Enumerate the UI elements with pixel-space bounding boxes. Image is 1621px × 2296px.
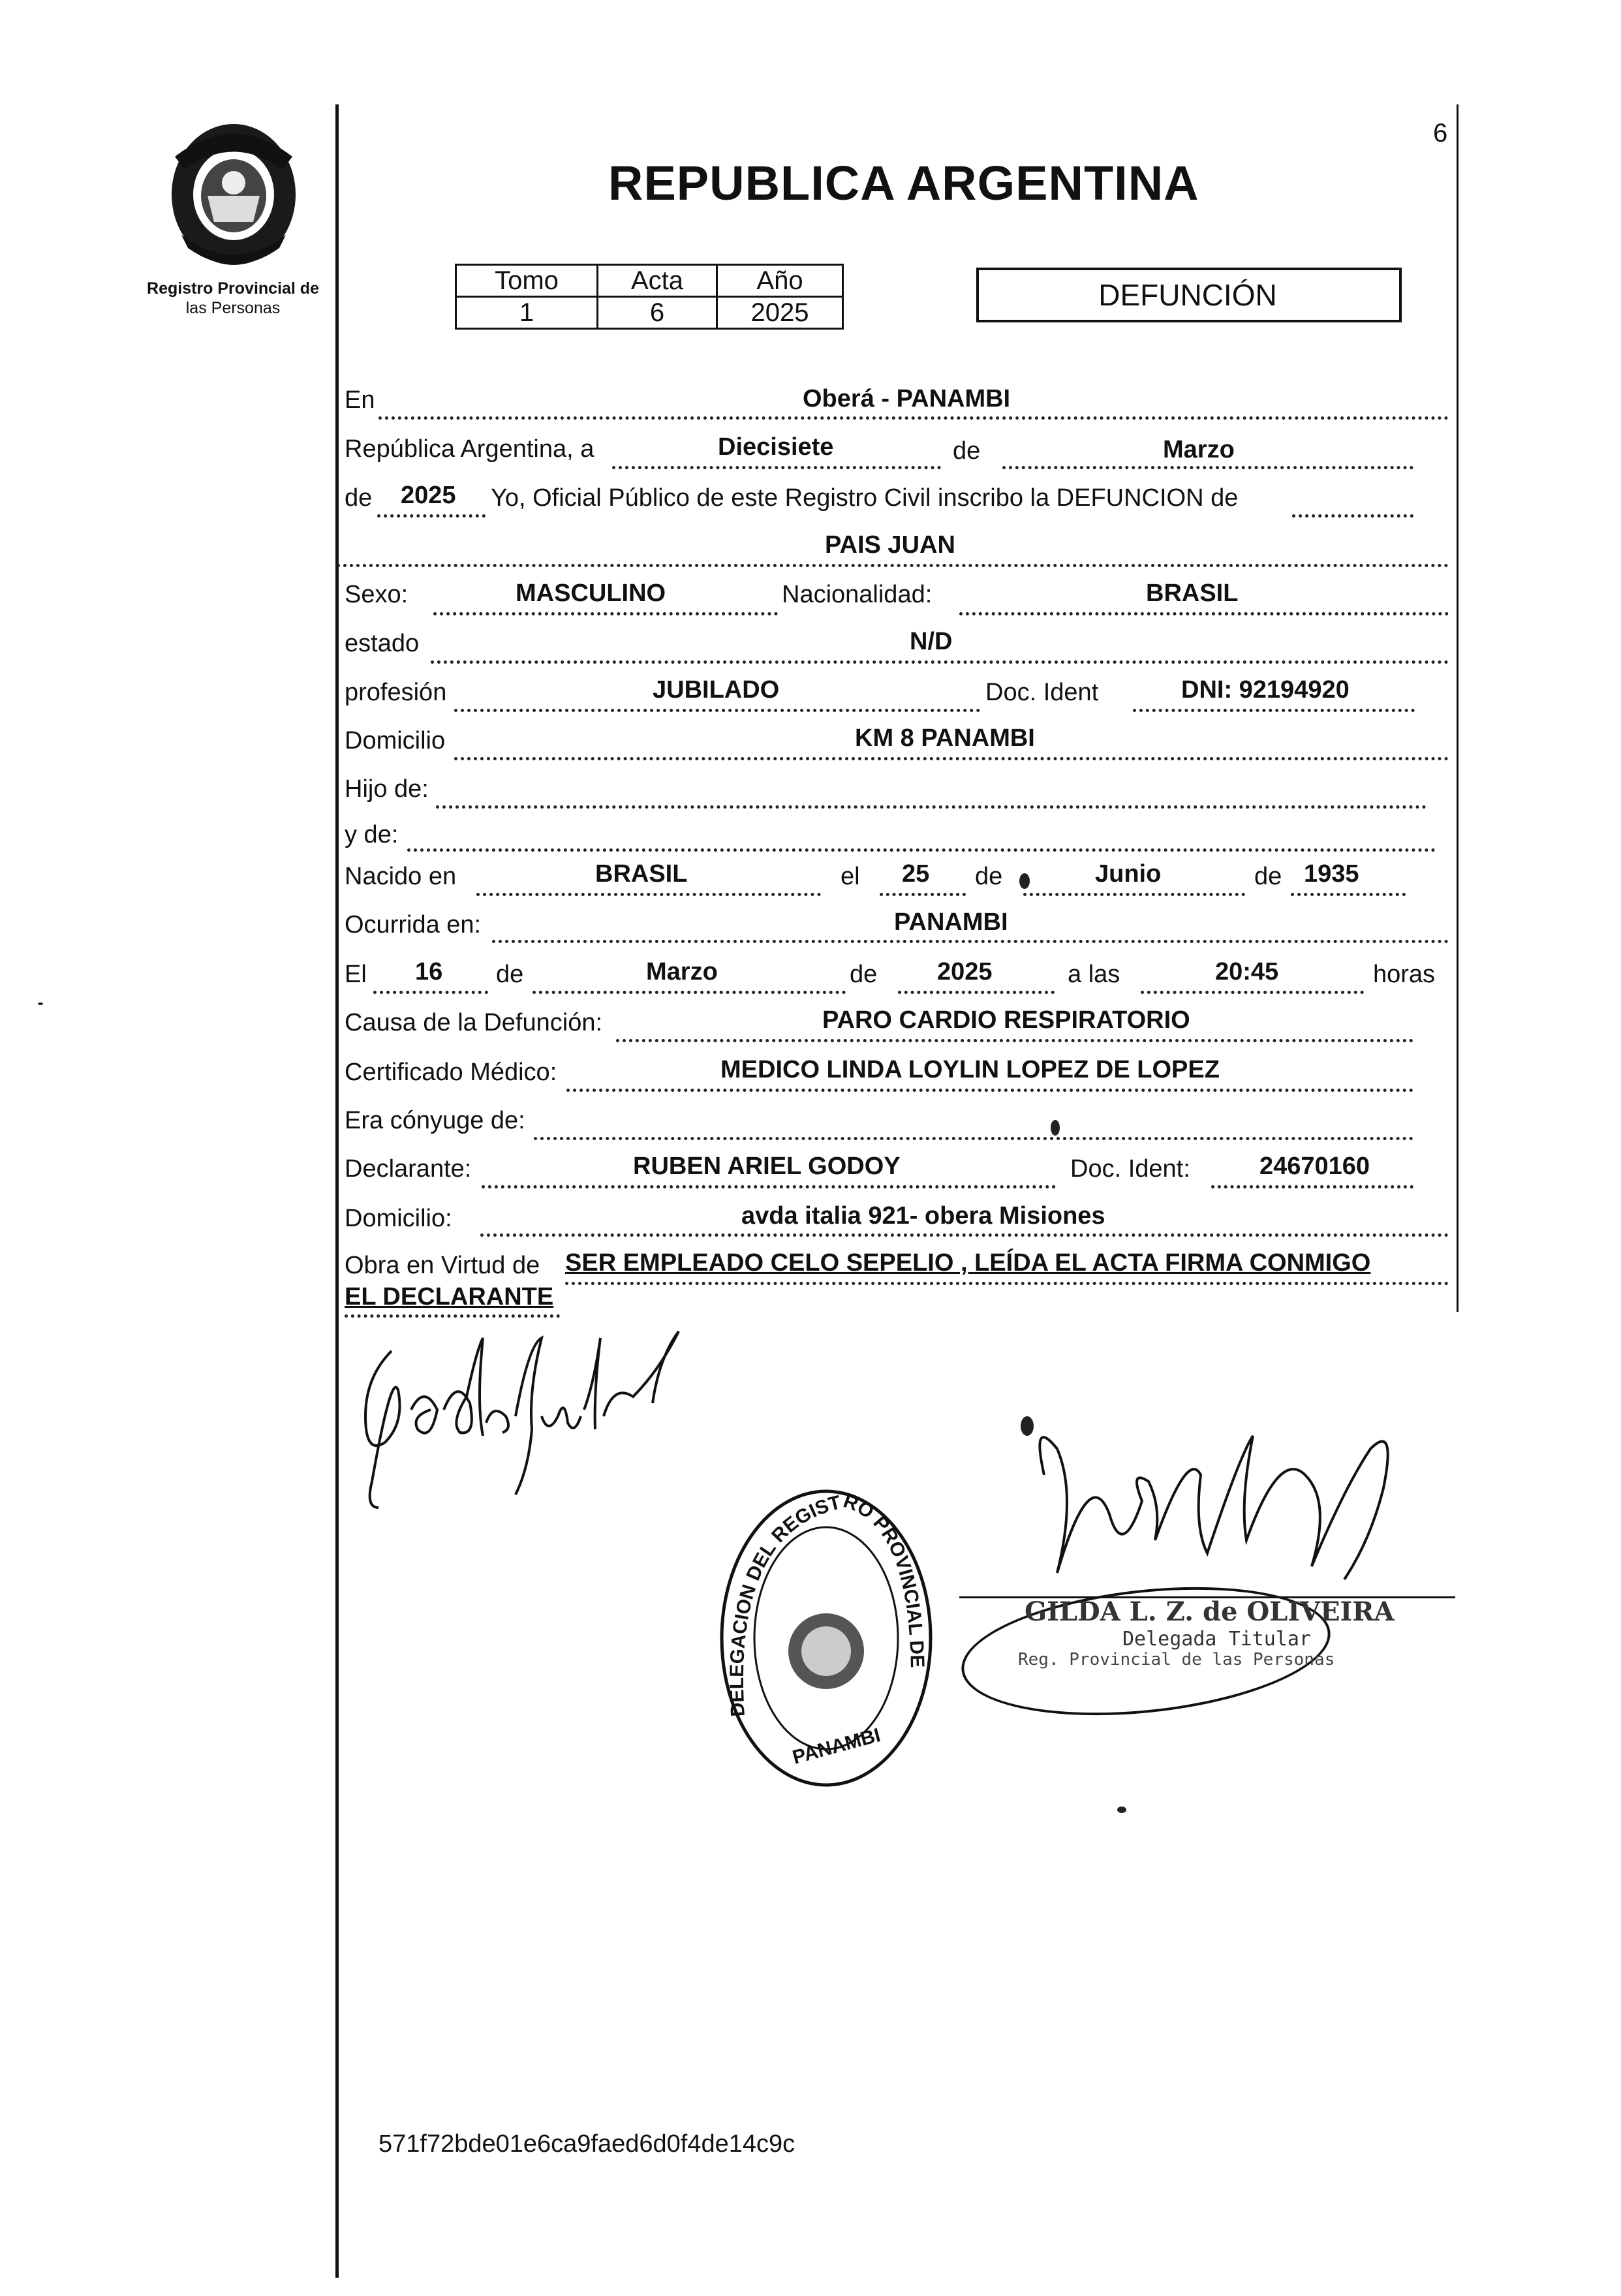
- declarante-domicilio-underline: [480, 1233, 1449, 1237]
- value-dia-texto: Diecisiete: [718, 433, 834, 461]
- registry-name-line2: las Personas: [185, 299, 281, 317]
- profesion-underline: [454, 709, 980, 712]
- officer-stamp-line2: Delegada Titular: [1122, 1628, 1311, 1651]
- value-lugar: Oberá - PANAMBI: [803, 385, 1011, 412]
- value-mes: Marzo: [1163, 436, 1235, 463]
- value-fallecimiento-hora: 20:45: [1215, 958, 1279, 985]
- label-en: En: [345, 386, 375, 414]
- label-de-1: de: [953, 437, 981, 465]
- label-declarante: Declarante:: [345, 1155, 472, 1183]
- estado-underline: [431, 660, 1449, 664]
- value-nacido-dia: 25: [902, 860, 930, 888]
- value-estado: N/D: [910, 628, 953, 655]
- nacido-en-underline: [476, 893, 821, 896]
- scan-mark: [1021, 1416, 1034, 1436]
- label-el: el: [841, 863, 860, 890]
- fallecido-underline: [337, 564, 1449, 567]
- provincial-seal: [162, 117, 305, 274]
- label-horas: horas: [1373, 961, 1436, 988]
- label-hijo-de: Hijo de:: [345, 775, 429, 803]
- causa-underline: [616, 1039, 1413, 1042]
- label-ocurrida-en: Ocurrida en:: [345, 911, 482, 939]
- declarante-doc-underline: [1211, 1185, 1413, 1188]
- label-de-4: de: [1254, 863, 1282, 890]
- declarante-underline: [482, 1185, 1056, 1188]
- oficial-underline: [1292, 514, 1413, 518]
- label-a-las: a las: [1068, 961, 1120, 988]
- hijo-de-underline: [436, 805, 1427, 809]
- nacido-anio-underline: [1291, 893, 1406, 896]
- value-ocurrida-en: PANAMBI: [894, 908, 1008, 936]
- value-declarante: RUBEN ARIEL GODOY: [633, 1153, 901, 1180]
- dia-underline: [612, 466, 941, 469]
- anio-underline: [377, 514, 486, 518]
- country-title: REPUBLICA ARGENTINA: [608, 156, 1199, 210]
- label-de-3: de: [975, 863, 1003, 890]
- registry-name-line1: Registro Provincial de: [147, 279, 319, 298]
- label-sexo: Sexo:: [345, 581, 409, 608]
- fallecimiento-mes-underline: [533, 991, 846, 994]
- right-margin-rule: [1457, 104, 1459, 1312]
- value-nacido-mes: Junio: [1095, 860, 1162, 888]
- label-doc-ident-colon: Doc. Ident:: [1070, 1155, 1190, 1183]
- label-domicilio-colon: Domicilio:: [345, 1205, 452, 1232]
- label-profesion: profesión: [345, 679, 447, 706]
- delegation-stamp-place: PANAMBI: [790, 1724, 883, 1769]
- value-domicilio: KM 8 PANAMBI: [855, 724, 1035, 752]
- scan-mark: [1051, 1120, 1060, 1136]
- certificado-underline: [566, 1089, 1413, 1092]
- col-header-anio: Año: [717, 265, 843, 297]
- label-estado: estado: [345, 630, 420, 657]
- value-documento: DNI: 92194920: [1181, 676, 1350, 704]
- tomo-value: 1: [456, 297, 598, 329]
- value-sexo: MASCULINO: [516, 580, 666, 607]
- officer-stamp-line3: Reg. Provincial de las Personas: [1018, 1650, 1335, 1669]
- mes-underline: [1002, 466, 1413, 469]
- col-header-acta: Acta: [598, 265, 717, 297]
- value-nacionalidad: BRASIL: [1146, 580, 1239, 607]
- value-nacido-anio: 1935: [1304, 860, 1359, 888]
- label-de-5: de: [496, 961, 524, 988]
- declarant-signature-icon: [352, 1312, 718, 1521]
- label-causa: Causa de la Defunción:: [345, 1009, 603, 1036]
- label-oficial-text: Yo, Oficial Público de este Registro Civil inscribo la DEFUNCION de: [491, 484, 1239, 512]
- nacido-mes-underline: [1023, 893, 1245, 896]
- label-domicilio: Domicilio: [345, 727, 446, 754]
- label-doc-ident: Doc. Ident: [985, 679, 1099, 706]
- value-fallecimiento-anio: 2025: [937, 958, 993, 985]
- officer-signature-icon: [1031, 1410, 1423, 1606]
- hora-underline: [1141, 991, 1364, 994]
- delegation-stamp-text: DELEGACION DEL REGISTRO PROVINCIAL DE: [726, 1490, 928, 1718]
- record-type: DEFUNCIÓN: [1098, 278, 1277, 312]
- officer-signature: [1031, 1410, 1423, 1606]
- label-de-6: de: [850, 961, 878, 988]
- delegation-stamp: [715, 1482, 937, 1795]
- value-fallecimiento-mes: Marzo: [646, 958, 718, 985]
- scan-mark: [1117, 1807, 1126, 1813]
- page-number: 6: [1433, 119, 1448, 147]
- value-obra-virtud-line2: EL DECLARANTE: [345, 1283, 554, 1311]
- value-anio: 2025: [401, 482, 456, 509]
- value-profesion: JUBILADO: [653, 676, 780, 704]
- label-el-cap: El: [345, 961, 367, 988]
- obra-underline: [565, 1282, 1449, 1285]
- sexo-underline: [433, 612, 778, 615]
- anio-value: 2025: [717, 297, 843, 329]
- label-obra: Obra en Virtud de: [345, 1252, 540, 1279]
- provincial-seal-icon: [162, 117, 305, 274]
- value-certificado-medico: MEDICO LINDA LOYLIN LOPEZ DE LOPEZ: [720, 1056, 1220, 1083]
- ocurrida-en-underline: [492, 940, 1449, 943]
- value-declarante-doc: 24670160: [1259, 1153, 1370, 1180]
- document-hash: 571f72bde01e6ca9faed6d0f4de14c9c: [378, 2130, 795, 2158]
- label-conyuge: Era cónyuge de:: [345, 1107, 525, 1134]
- lugar-underline: [378, 416, 1449, 420]
- value-obra-virtud-line1: SER EMPLEADO CELO SEPELIO , LEÍDA EL ACTA FIRMA CONMIGO: [565, 1249, 1371, 1277]
- record-number-table: [455, 264, 844, 330]
- label-y-de: y de:: [345, 821, 399, 848]
- declarant-signature: [352, 1312, 718, 1521]
- fallecimiento-dia-underline: [373, 991, 488, 994]
- value-declarante-domicilio: avda italia 921- obera Misiones: [741, 1202, 1105, 1230]
- scan-mark: [1019, 873, 1030, 889]
- officer-stamp-line1: GILDA L. Z. de OLIVEIRA: [1025, 1596, 1395, 1627]
- delegation-stamp-icon: [715, 1482, 937, 1795]
- label-de-2: de: [345, 484, 373, 512]
- label-certificado: Certificado Médico:: [345, 1059, 557, 1086]
- fallecimiento-anio-underline: [898, 991, 1055, 994]
- scan-mark: [38, 1002, 43, 1005]
- domicilio-underline: [454, 757, 1449, 760]
- conyuge-underline: [534, 1137, 1413, 1140]
- label-nacionalidad: Nacionalidad:: [782, 581, 933, 608]
- left-margin-rule: [335, 104, 339, 2278]
- nacionalidad-underline: [959, 612, 1449, 615]
- label-republica: República Argentina, a: [345, 435, 594, 463]
- y-de-underline: [407, 848, 1436, 852]
- value-fallecimiento-dia: 16: [415, 958, 443, 985]
- acta-value: 6: [598, 297, 717, 329]
- value-nacido-en: BRASIL: [595, 860, 688, 888]
- value-fallecido: PAIS JUAN: [825, 531, 955, 559]
- documento-underline: [1133, 709, 1415, 712]
- nacido-dia-underline: [880, 893, 966, 896]
- value-causa: PARO CARDIO RESPIRATORIO: [822, 1006, 1190, 1034]
- col-header-tomo: Tomo: [456, 265, 598, 297]
- label-nacido-en: Nacido en: [345, 863, 457, 890]
